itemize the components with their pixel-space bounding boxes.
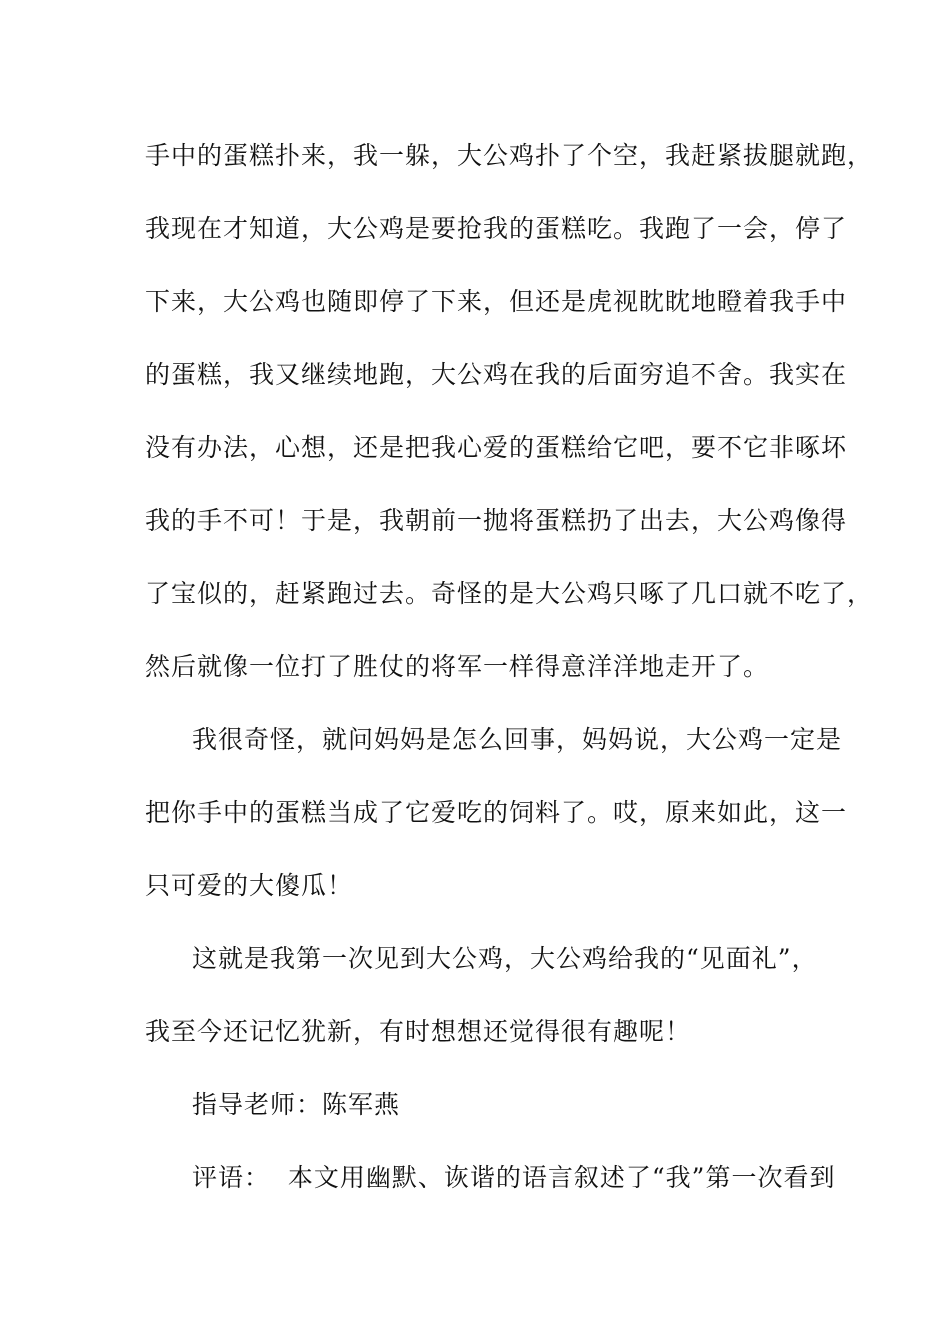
body-text-line: 了宝似的，赶紧跑过去。奇怪的是大公鸡只啄了几口就不吃了， (145, 579, 874, 608)
body-text-line: 我现在才知道，大公鸡是要抢我的蛋糕吃。我跑了一会，停了 (145, 214, 848, 243)
body-text-line: 然后就像一位打了胜仗的将军一样得意洋洋地走开了。 (145, 652, 770, 681)
body-text-line: 我至今还记忆犹新，有时想想还觉得很有趣呢！ (145, 1017, 692, 1046)
teacher-credit: 指导老师：陈军燕 (192, 1090, 401, 1119)
body-text-line: 没有办法，心想，还是把我心爱的蛋糕给它吧，要不它非啄坏 (145, 433, 848, 462)
paragraph-first-line: 我很奇怪，就问妈妈是怎么回事，妈妈说，大公鸡一定是 (192, 725, 843, 754)
body-text-line: 把你手中的蛋糕当成了它爱吃的饲料了。哎，原来如此，这一 (145, 798, 848, 827)
body-text-line: 我的手不可！于是，我朝前一抛将蛋糕扔了出去，大公鸡像得 (145, 506, 848, 535)
body-text-line: 只可爱的大傻瓜！ (145, 871, 354, 900)
body-text-line: 手中的蛋糕扑来，我一躲，大公鸡扑了个空，我赶紧拔腿就跑， (145, 141, 874, 170)
paragraph-first-line: 这就是我第一次见到大公鸡，大公鸡给我的“见面礼”， (192, 944, 818, 973)
body-text-line: 的蛋糕，我又继续地跑，大公鸡在我的后面穷追不舍。我实在 (145, 360, 848, 389)
body-text-line: 下来，大公鸡也随即停了下来，但还是虎视眈眈地瞪着我手中 (145, 287, 848, 316)
comment-line: 评语： 本文用幽默、诙谐的语言叙述了“我”第一次看到 (192, 1163, 836, 1192)
